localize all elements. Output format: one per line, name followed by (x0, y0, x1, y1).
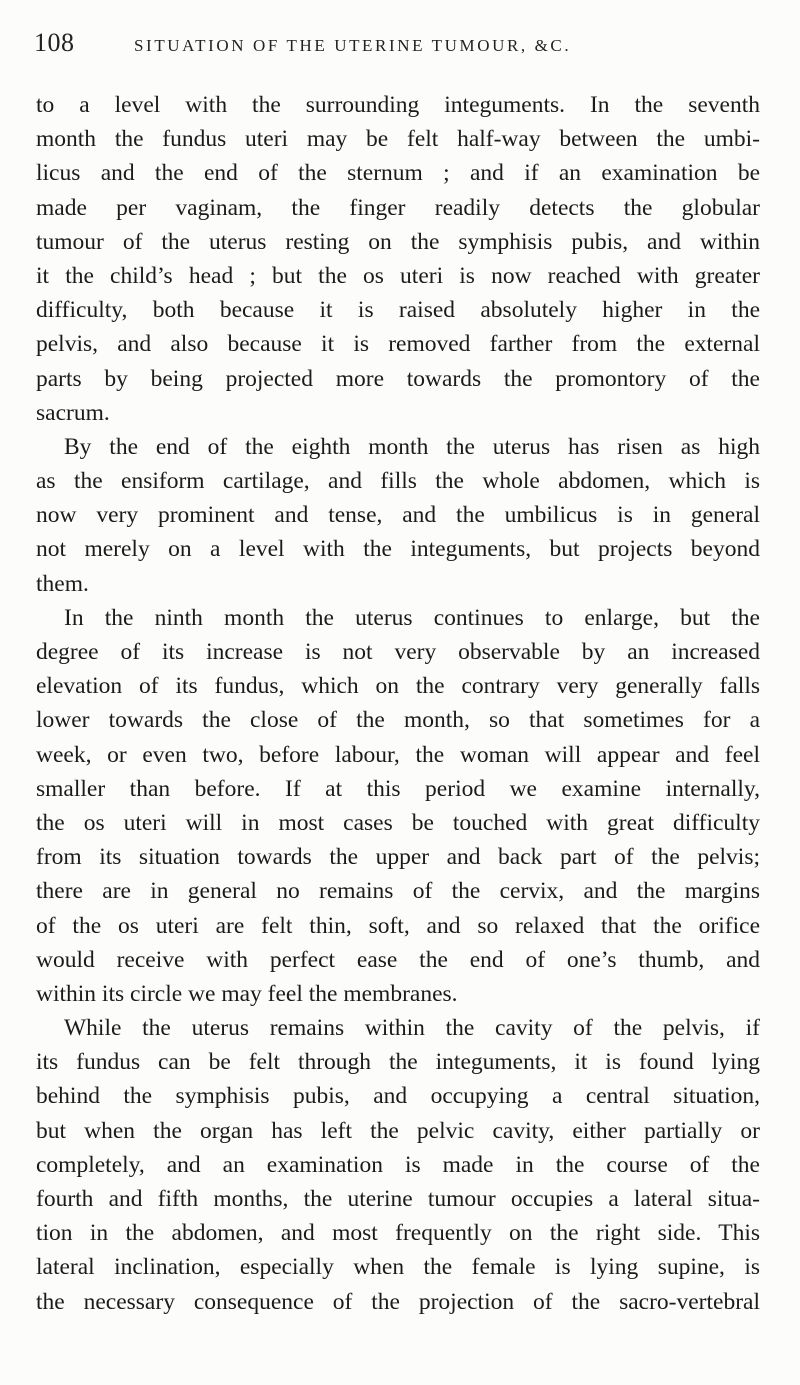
text-line: its fundus can be felt through the integuments, it is found lying (36, 1049, 760, 1076)
text-line: behind the symphisis pubis, and occupying a central situation, (36, 1083, 760, 1110)
text-line: In the ninth month the uterus continues to enlarge, but the (64, 604, 760, 631)
text-line: it the child’s head ; but the os uteri is now reached with greater (36, 262, 760, 289)
body-text (36, 88, 760, 1319)
text-line: lateral inclination, especially when the female is lying supine, is (36, 1254, 760, 1281)
text-line: tumour of the uterus resting on the symphisis pubis, and within (36, 228, 760, 255)
text-line: would receive with perfect ease the end of one’s thumb, and (36, 946, 760, 973)
text-line: lower towards the close of the month, so that sometimes for a (36, 707, 760, 734)
text-line: By the end of the eighth month the uterus has risen as high (64, 433, 760, 460)
text-line: them. (36, 570, 89, 597)
text-line: tion in the abdomen, and most frequently on the right side. This (36, 1220, 760, 1247)
text-line: to a level with the surrounding integuments. In the seventh (36, 92, 760, 118)
paragraph-3 (36, 601, 760, 1011)
text-line: completely, and an examination is made in the course of the (36, 1151, 760, 1178)
text-line: not merely on a level with the integuments, but projects beyond (36, 536, 760, 563)
text-line: the os uteri will in most cases be touched with great difficulty (36, 809, 760, 836)
page-number: 108 (34, 28, 75, 57)
text-line: made per vaginam, the finger readily detects the globular (36, 194, 760, 221)
text-line: difficulty, both because it is raised absolutely higher in the (36, 297, 760, 324)
text-line: of the os uteri are felt thin, soft, and so relaxed that the orifice (36, 912, 760, 939)
text-line: but when the organ has left the pelvic cavity, either partially or (36, 1117, 760, 1144)
text-line: sacrum. (36, 399, 110, 426)
text-line: elevation of its fundus, which on the contrary very generally falls (36, 673, 760, 700)
paragraph-4 (36, 1011, 760, 1319)
text-line: While the uterus remains within the cavity of the pelvis, if (64, 1015, 760, 1042)
text-line: licus and the end of the sternum ; and if an examination be (36, 160, 760, 187)
page-header (34, 28, 774, 64)
paragraph-1 (36, 88, 760, 430)
text-line: within its circle we may feel the membranes. (36, 980, 458, 1007)
text-line: from its situation towards the upper and back part of the pelvis; (36, 844, 760, 871)
text-line: week, or even two, before labour, the woman will appear and feel (36, 741, 760, 768)
text-line: degree of its increase is not very observable by an increased (36, 639, 760, 665)
text-line: month the fundus uteri may be felt half-way between the umbi- (36, 126, 760, 153)
text-line: parts by being projected more towards the promontory of the (36, 365, 760, 392)
text-line: pelvis, and also because it is removed farther from the external (36, 331, 760, 358)
running-head: SITUATION OF THE UTERINE TUMOUR, &C. (134, 36, 572, 55)
text-line: the necessary consequence of the projection of the sacro-vertebral (36, 1288, 760, 1315)
paragraph-2 (36, 430, 760, 601)
text-line: there are in general no remains of the cervix, and the margins (36, 878, 760, 905)
text-line: as the ensiform cartilage, and fills the whole abdomen, which is (36, 468, 760, 495)
text-line: smaller than before. If at this period we examine internally, (36, 775, 760, 802)
text-line: now very prominent and tense, and the umbilicus is in general (36, 502, 760, 529)
text-line: fourth and fifth months, the uterine tumour occupies a lateral situa- (36, 1186, 760, 1212)
